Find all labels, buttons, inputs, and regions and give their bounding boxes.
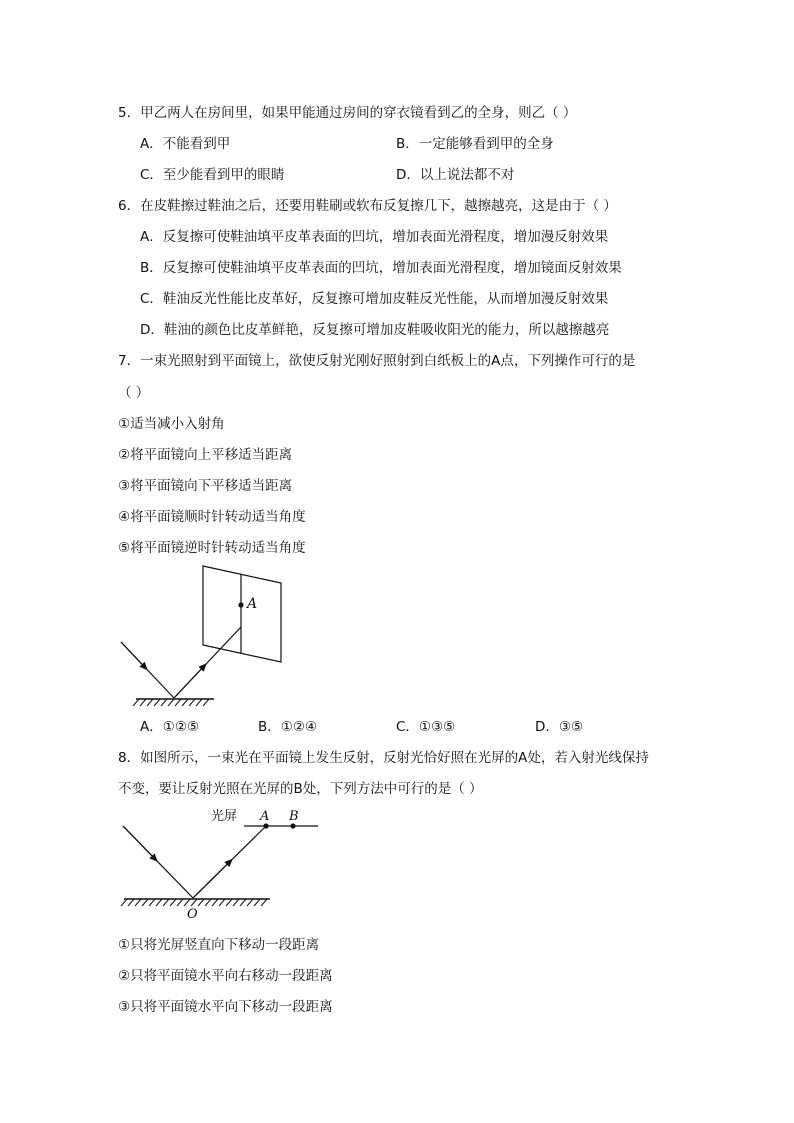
- q5-option-b: B．一定能够看到甲的全身: [396, 136, 554, 152]
- q5-option-d: D．以上说法都不对: [396, 167, 515, 183]
- q5-option-a: A．不能看到甲: [140, 136, 231, 152]
- q7-option-b: B．①②④: [258, 719, 318, 735]
- incident-ray-arrow: [123, 826, 157, 861]
- q5-option-c: C．至少能看到甲的眼睛: [140, 167, 285, 183]
- q6-option-b: B．反复擦可使鞋油填平皮革表面的凹坑，增加表面光滑程度，增加镜面反射效果: [140, 260, 622, 276]
- q7-item-5: ⑤将平面镜逆时针转动适当角度: [118, 540, 306, 556]
- q7-option-c: C．①③⑤: [396, 719, 456, 735]
- q6-option-d: D．鞋油的颜色比皮革鲜艳，反复擦可增加皮鞋吸收阳光的能力，所以越擦越亮: [140, 322, 610, 338]
- q7-stem-line1: 7．一束光照射到平面镜上，欲使反射光刚好照射到白纸板上的A点，下列操作可行的是: [118, 353, 636, 369]
- q7-item-3: ③将平面镜向下平移适当距离: [118, 478, 293, 494]
- q7-option-a: A．①②⑤: [140, 719, 200, 735]
- reflected-ray-arrow: [193, 860, 232, 899]
- q8-fig-screen-label: 光屏: [211, 809, 238, 824]
- q7-option-d: D．③⑤: [535, 719, 584, 735]
- q7-stem-line2: （ ）: [118, 385, 150, 401]
- q7-fig-label-a: A: [247, 596, 258, 612]
- q8-fig-label-a: A: [260, 809, 270, 824]
- q7-item-2: ②将平面镜向上平移适当距离: [118, 447, 293, 463]
- q6-option-c: C．鞋油反光性能比皮革好，反复擦可增加皮鞋反光性能，从而增加漫反射效果: [140, 291, 609, 307]
- q5-stem: 5．甲乙两人在房间里，如果甲能通过房间的穿衣镜看到乙的全身，则乙（ ）: [118, 105, 577, 121]
- q6-option-a: A．反复擦可使鞋油填平皮革表面的凹坑，增加表面光滑程度，增加漫反射效果: [140, 229, 609, 245]
- q8-fig-label-o: O: [187, 907, 198, 922]
- q8-stem-line2: 不变，要让反射光照在光屏的B处，下列方法中可行的是（ ）: [118, 781, 483, 797]
- q8-stem-line1: 8．如图所示，一束光在平面镜上发生反射，反射光恰好照在光屏的A处，若入射光线保持: [118, 750, 649, 766]
- q7-item-4: ④将平面镜顺时针转动适当角度: [118, 509, 306, 525]
- q8-item-1: ①只将光屏竖直向下移动一段距离: [118, 937, 320, 953]
- q8-fig-label-b: B: [289, 809, 299, 824]
- q8-item-2: ②只将平面镜水平向右移动一段距离: [118, 968, 333, 984]
- q6-stem: 6．在皮鞋擦过鞋油之后，还要用鞋刷或软布反复擦几下，越擦越亮，这是由于（ ）: [118, 198, 617, 214]
- q7-item-1: ①适当减小入射角: [118, 416, 225, 432]
- q8-item-3: ③只将平面镜水平向下移动一段距离: [118, 999, 333, 1015]
- mirror-hatch: [121, 899, 267, 906]
